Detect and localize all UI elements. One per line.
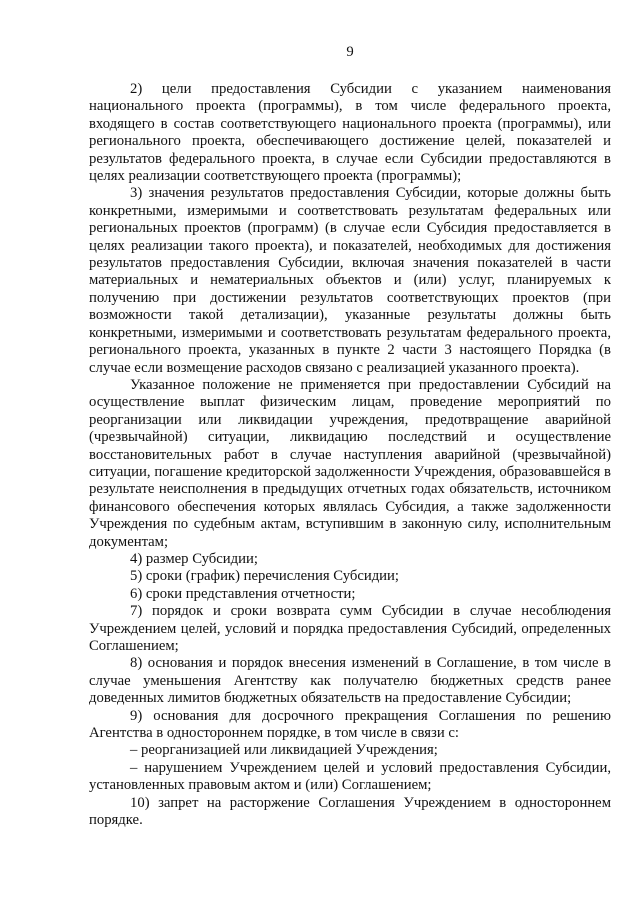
paragraph-item-4-amount: 4) размер Субсидии; <box>130 550 258 567</box>
paragraph-termination-reason-reorganization: – реорганизацией или ликвидацией Учреждения; <box>130 742 438 759</box>
paragraph-item-5-schedule: 5) сроки (график) перечисления Субсидии; <box>130 568 399 585</box>
paragraph-item-7-refund: 7) порядок и сроки возврата сумм Субсидии в случае несоблюдения Учреждением целей, условий и порядка предоставления Субсидий, определенных Соглашением; <box>89 603 611 654</box>
paragraph-exception-note: Указанное положение не применяется при предоставлении Субсидий на осуществление выплат физическим лицам, проведение мероприятий по реорганизации или ликвидации учреждения, предотвращение аварийной (чрезвычайной) ситуации, ликвидацию последствий и осуществление восстановительных работ в случае наступления аварийной (чрезвычайной) ситуации, погашение кредиторской задолженности Учреждения, образовавшейся в результате неисполнения в предыдущих отчетных годах обязательств, источником финансового обеспечения которых являлась Субсидия, а также задолженности Учреждения по судебным актам, вступившим в законную силу, исполнительным документам; <box>89 376 611 550</box>
document-body <box>89 81 611 829</box>
paragraph-item-3-results: 3) значения результатов предоставления Субсидии, которые должны быть конкретными, измеримыми и соответствовать результатам федеральных или региональных проектов (программ) (в случае если Субсидия предоставляется в целях реализации такого проекта), и показателей, необходимых для достижения результатов предоставления Субсидии, включая значения показателей в части материальных и нематериальных объектов и (или) услуг, планируемых к получению при достижении результатов соответствующих проектов (при возможности такой детализации), указанные результаты должны быть конкретными, измеримыми и соответствовать результатам федерального проекта, регионального проекта, указанных в пункте 2 части 3 настоящего Порядка (в случае если возмещение расходов связано с реализацией указанного проекта). <box>89 185 611 376</box>
paragraph-item-2-goals: 2) цели предоставления Субсидии с указанием наименования национального проекта (программы), в том числе федерального проекта, входящего в состав соответствующего национального проекта (программы), или регионального проекта, обеспечивающего достижение целей, показателей и результатов федерального проекта, в случае если Субсидии предоставляются в целях реализации соответствующего проекта (программы); <box>89 81 611 185</box>
paragraph-item-6-reporting: 6) сроки представления отчетности; <box>130 585 356 602</box>
paragraph-item-10-prohibition: 10) запрет на расторжение Соглашения Учреждением в одностороннем порядке. <box>89 794 611 829</box>
paragraph-termination-reason-violation: – нарушением Учреждением целей и условий предоставления Субсидии, установленных правовым актом и (или) Соглашением; <box>89 759 611 794</box>
paragraph-item-9-termination: 9) основания для досрочного прекращения Соглашения по решению Агентства в одностороннем порядке, в том числе в связи с: <box>89 707 611 742</box>
paragraph-item-8-amendments: 8) основания и порядок внесения изменений в Соглашение, в том числе в случае уменьшения Агентству как получателю бюджетных средств ранее доведенных лимитов бюджетных обязательств на предоставление Субсидии; <box>89 655 611 707</box>
page-number: 9 <box>346 44 354 60</box>
